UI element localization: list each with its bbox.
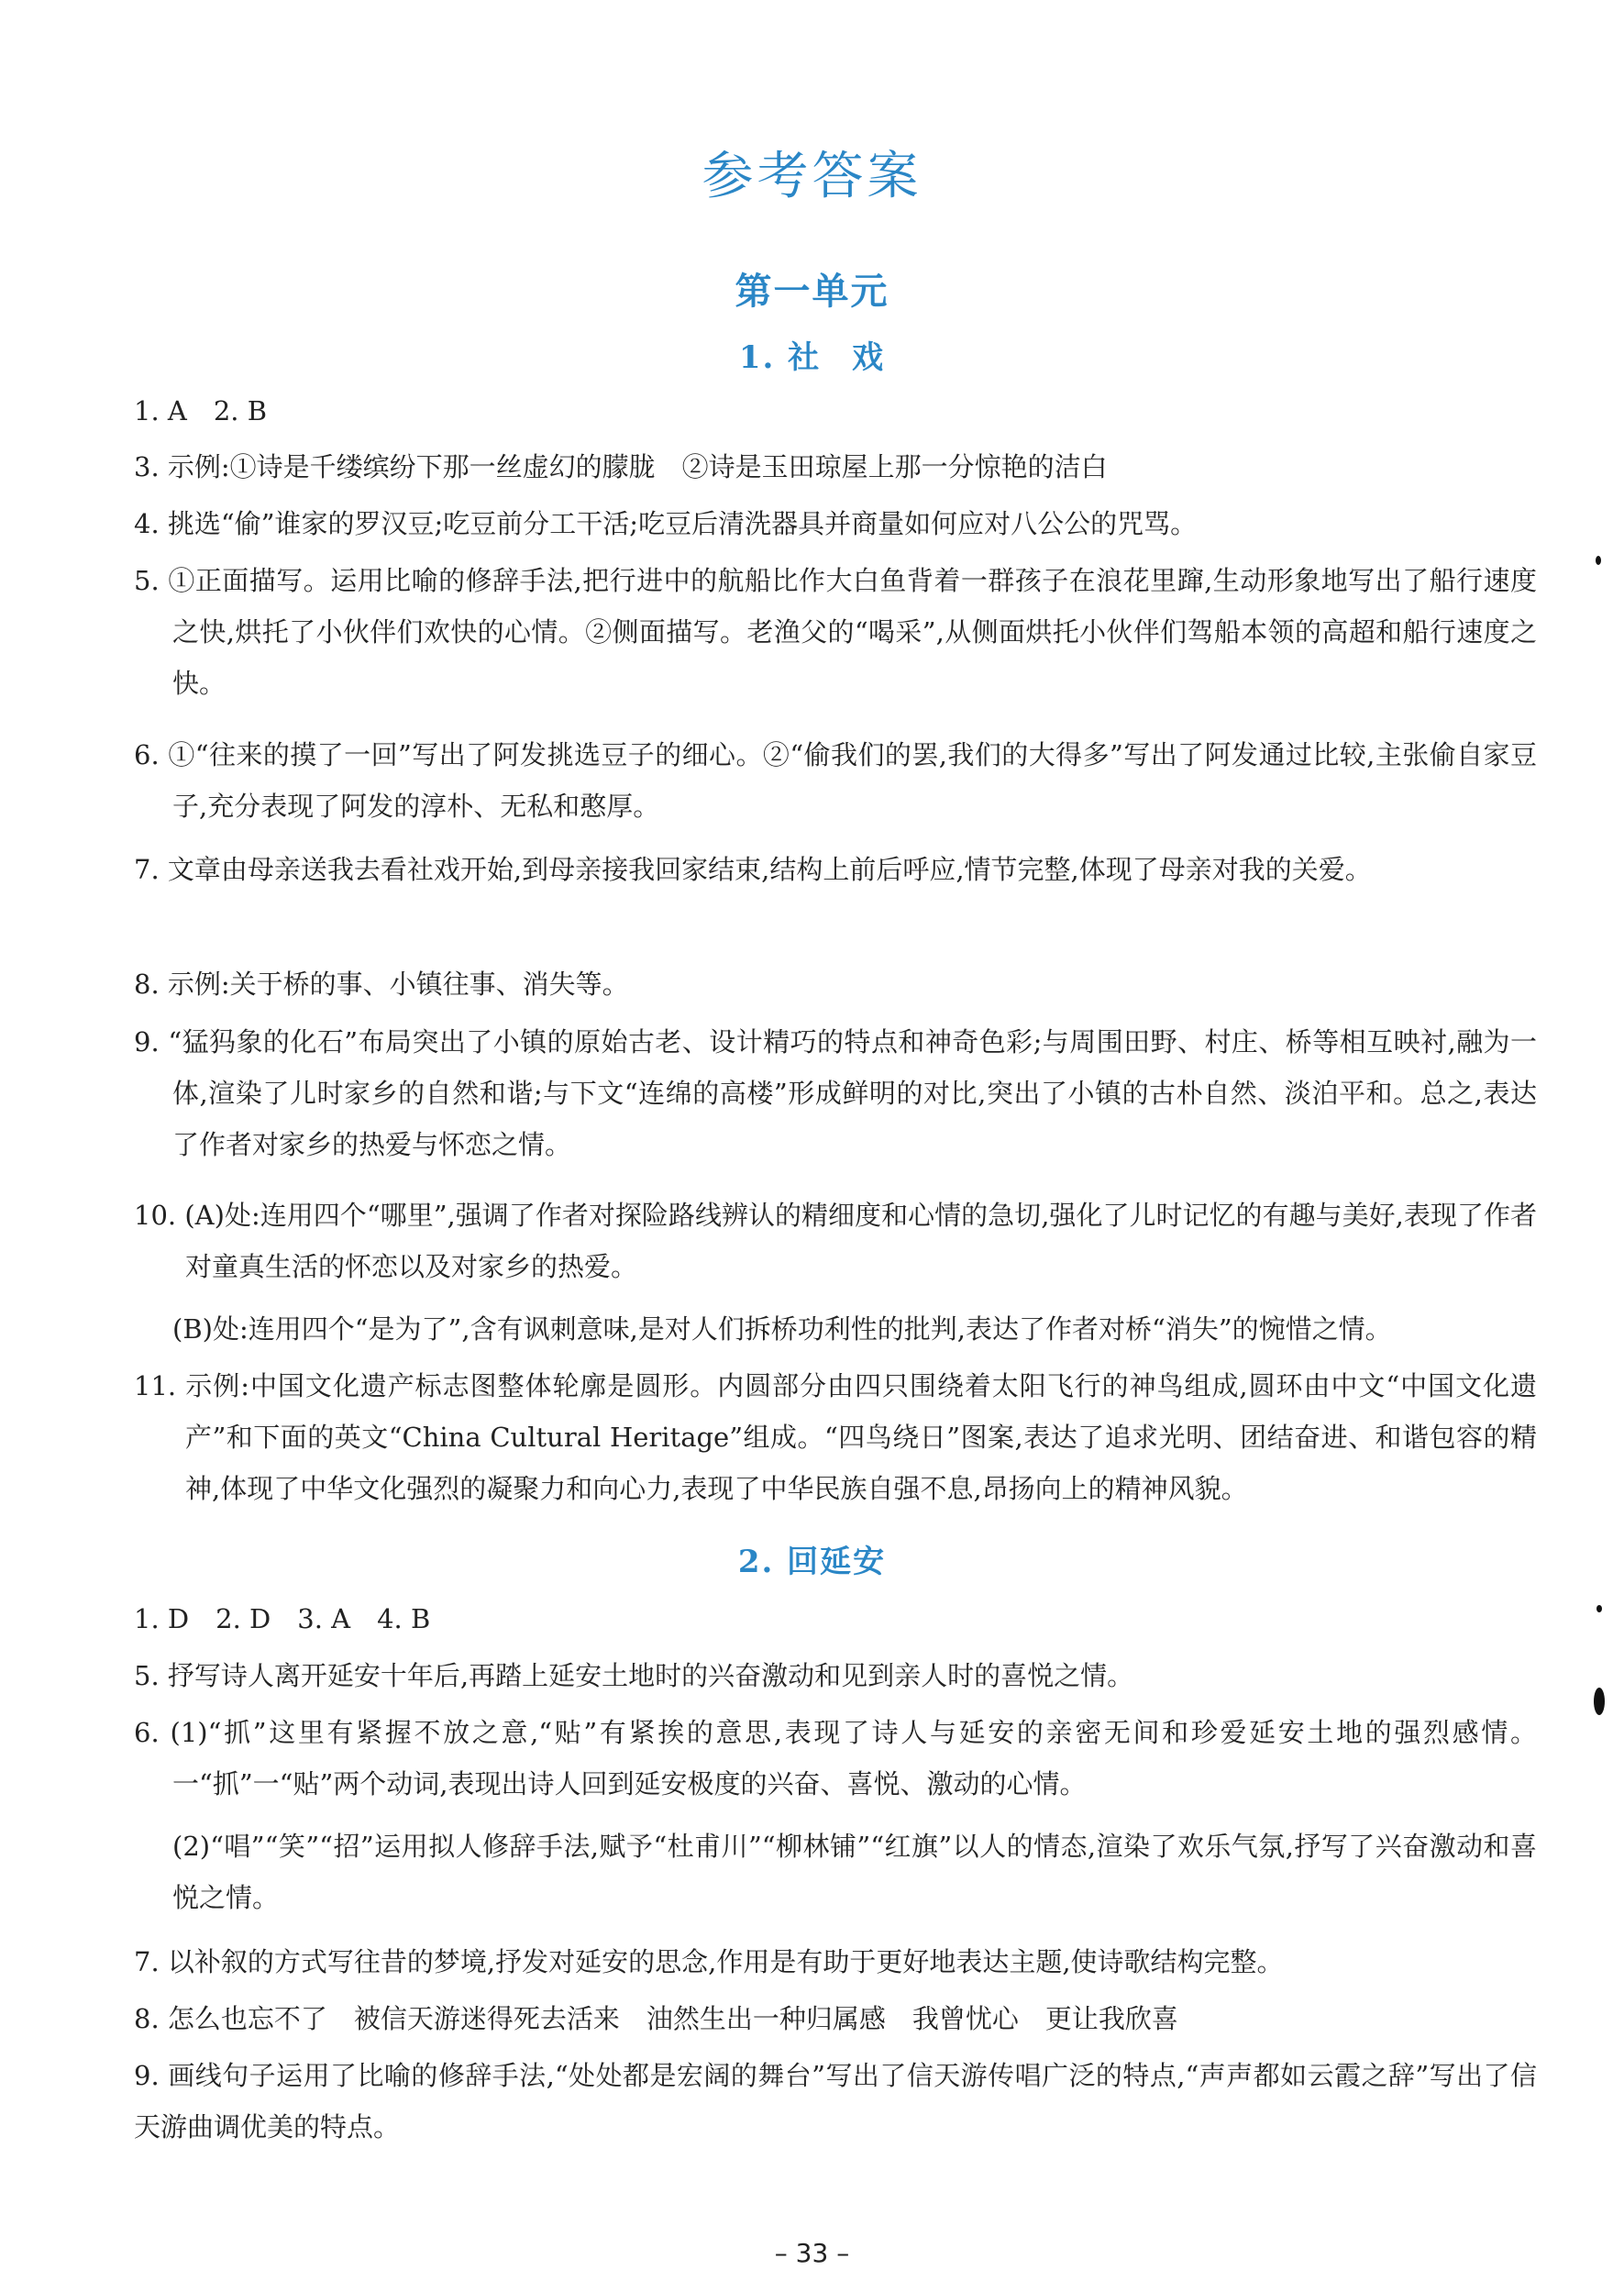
l1-answer-9: 9. “猛犸象的化石”布局突出了小镇的原始古老、设计精巧的特点和神奇色彩;与周围田野、村庄、桥等相互映衬,融为一体,渲染了儿时家乡的自然和谐;与下文“连绵的高楼”形成鲜明的对比,突出了小镇的古朴自然、淡泊平和。总之,表达了作者对家乡的热爱与怀恋之情。 xyxy=(134,1026,1537,1160)
l1-answer-7: 7. 文章由母亲送我去看社戏开始,到母亲接我回家结束,结构上前后呼应,情节完整,体现了母亲对我的关爱。 xyxy=(134,854,1372,885)
l2-answer-9: 9. 画线句子运用了比喻的修辞手法,“处处都是宏阔的舞台”写出了信天游传唱广泛的特点,“声声都如云霞之辞”写出了信天游曲调优美的特点。 xyxy=(134,2060,1537,2143)
l2-answer-7: 7. 以补叙的方式写往昔的梦境,抒发对延安的思念,作用是有助于更好地表达主题,使诗歌结构完整。 xyxy=(134,1946,1284,1977)
l1-answer-10b: (B)处:连用四个“是为了”,含有讽刺意味,是对人们拆桥功利性的批判,表达了作者对桥“消失”的惋惜之情。 xyxy=(172,1313,1392,1345)
document-title: 参考答案 xyxy=(702,147,922,206)
lesson-1-title xyxy=(0,332,1624,377)
l1-answer-3: 3. 示例:①诗是千缕缤纷下那一丝虚幻的朦胧 ②诗是玉田琼屋上那一分惊艳的洁白 xyxy=(134,451,1108,482)
l2-answer-8: 8. 怎么也忘不了 被信天游迷得死去活来 油然生出一种归属感 我曾忧心 更让我欣喜 xyxy=(134,2003,1178,2034)
l2-answer-5: 5. 抒写诗人离开延安十年后,再踏上延安土地时的兴奋激动和见到亲人时的喜悦之情。 xyxy=(134,1660,1134,1691)
scan-speck xyxy=(1596,1605,1602,1612)
l2-answer-1-4: 1. D 2. D 3. A 4. B xyxy=(134,1603,431,1634)
scan-blot xyxy=(1594,1688,1605,1715)
lesson-1-number: 1. xyxy=(738,339,776,376)
l1-answer-4: 4. 挑选“偷”谁家的罗汉豆;吃豆前分工干活;吃豆后清洗器具并商量如何应对八公公的咒骂。 xyxy=(134,508,1198,539)
scan-speck xyxy=(1596,556,1601,565)
lesson-1-title-char-2: 戏 xyxy=(852,339,886,376)
lesson-1-title-char-1: 社 xyxy=(788,339,822,376)
l1-answer-8: 8. 示例:关于桥的事、小镇往事、消失等。 xyxy=(134,969,629,1000)
l1-answer-11: 11. 示例:中国文化遗产标志图整体轮廓是圆形。内圆部分由四只围绕着太阳飞行的神鸟组成,圆环由中文“中国文化遗产”和下面的英文“China Cultural Heritage”组成。“四鸟绕日”图案,表达了追求光明、团结奋进、和谐包容的精神,体现了中华文化强烈的凝聚力和向心力,表现了中华民族自强不息,昂扬向上的精神风貌。 xyxy=(134,1370,1537,1504)
l1-answer-5: 5. ①正面描写。运用比喻的修辞手法,把行进中的航船比作大白鱼背着一群孩子在浪花里蹿,生动形象地写出了船行速度之快,烘托了小伙伴们欢快的心情。②侧面描写。老渔父的“喝采”,从侧面烘托小伙伴们驾船本领的高超和船行速度之快。 xyxy=(134,565,1537,699)
unit-title: 第一单元 xyxy=(735,270,889,313)
l2-answer-6-1: 6. (1)“抓”这里有紧握不放之意,“贴”有紧挨的意思,表现了诗人与延安的亲密无间和珍爱延安土地的强烈感情。一“抓”一“贴”两个动词,表现出诗人回到延安极度的兴奋、喜悦、激动的心情。 xyxy=(134,1717,1537,1799)
l1-answer-6: 6. ①“往来的摸了一回”写出了阿发挑选豆子的细心。②“偷我们的罢,我们的大得多”写出了阿发通过比较,主张偷自家豆子,充分表现了阿发的淳朴、无私和憨厚。 xyxy=(134,739,1537,822)
l1-answer-1-2: 1. A 2. B xyxy=(134,395,268,426)
lesson-2-title: 2. 回延安 xyxy=(737,1544,887,1580)
page-number: – 33 – xyxy=(774,2238,850,2268)
l2-answer-6-2: (2)“唱”“笑”“招”运用拟人修辞手法,赋予“杜甫川”“柳林铺”“红旗”以人的情态,渲染了欢乐气氛,抒写了兴奋激动和喜悦之情。 xyxy=(172,1831,1537,1913)
l1-answer-10a: 10. (A)处:连用四个“哪里”,强调了作者对探险路线辨认的精细度和心情的急切,强化了儿时记忆的有趣与美好,表现了作者对童真生活的怀恋以及对家乡的热爱。 xyxy=(134,1200,1537,1282)
